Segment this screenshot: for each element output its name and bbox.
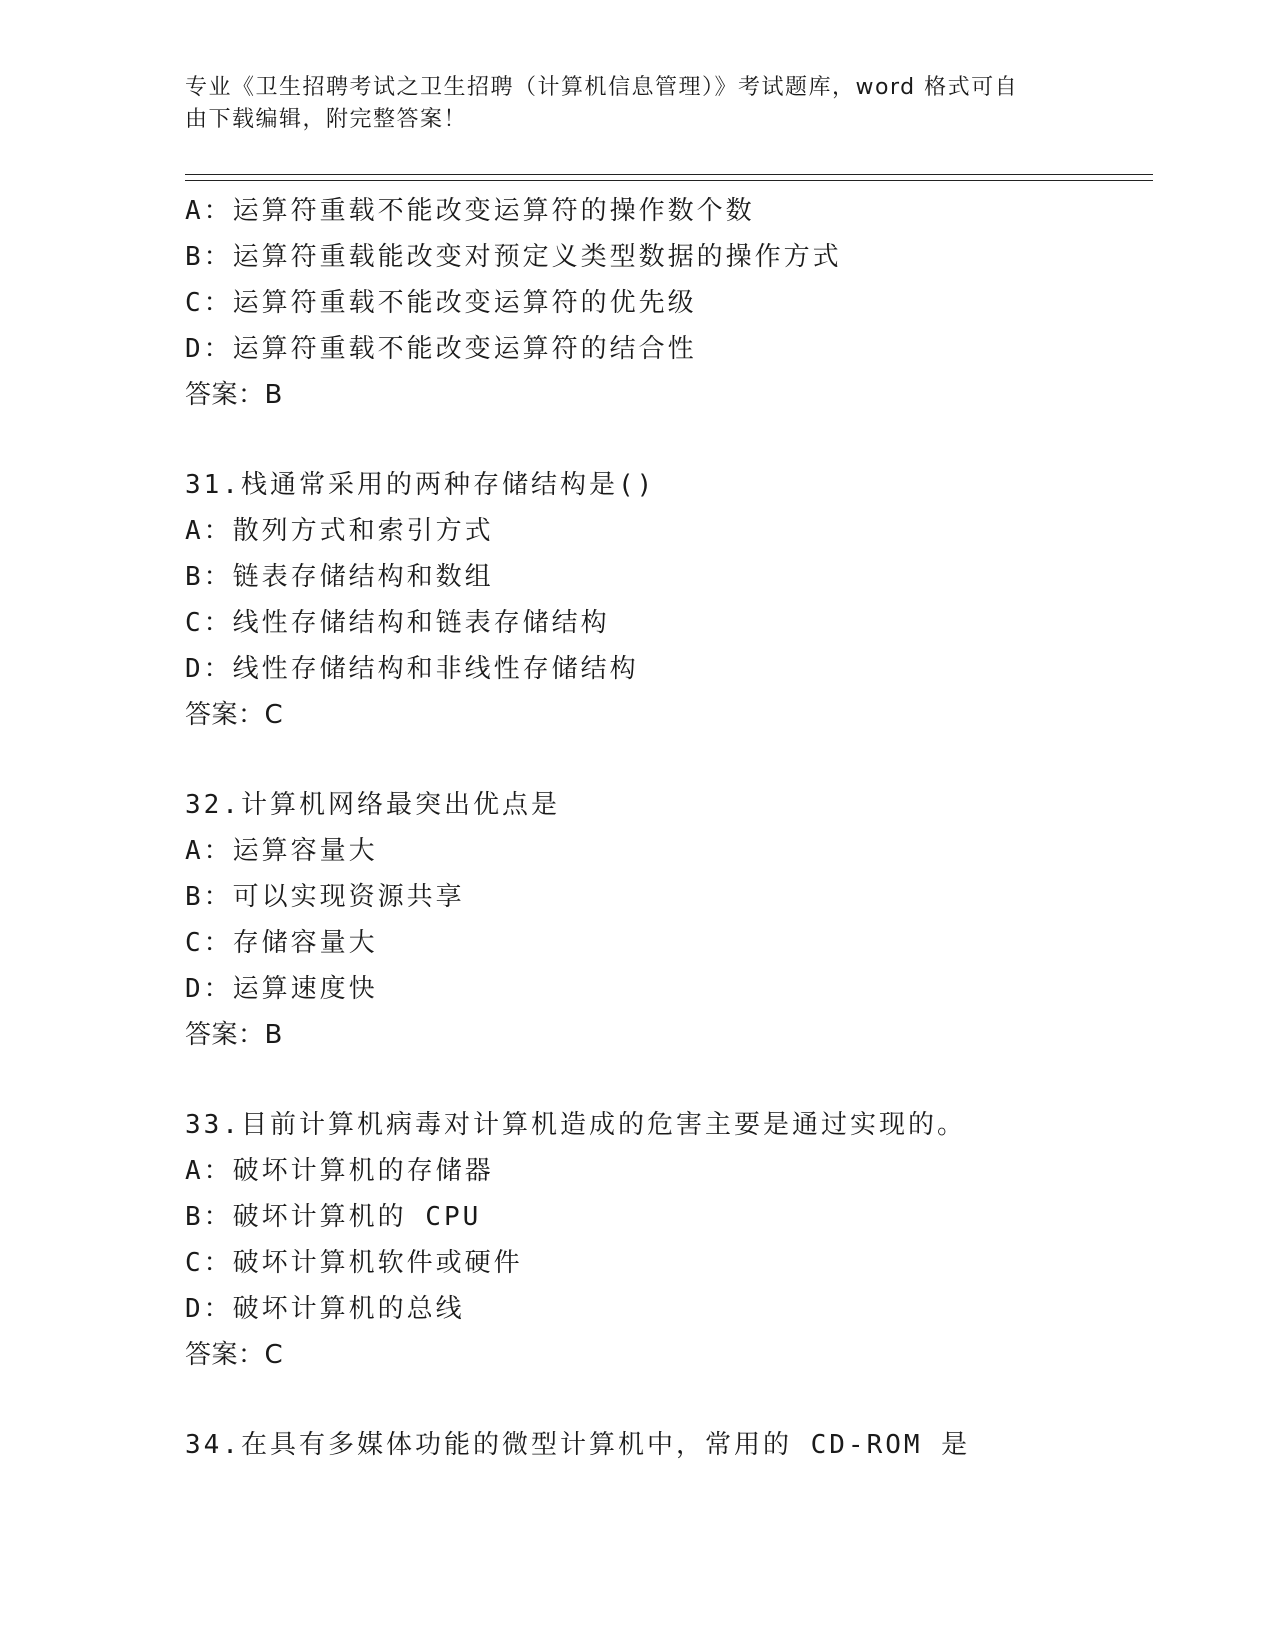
option-d: D：线性存储结构和非线性存储结构 — [185, 654, 639, 684]
block-spacer — [185, 738, 1145, 782]
block-spacer — [185, 1378, 1145, 1422]
option-b: B：破坏计算机的 CPU — [185, 1202, 482, 1232]
question-text: 34.在具有多媒体功能的微型计算机中，常用的 CD-ROM 是 — [185, 1430, 971, 1460]
option-a: A：运算容量大 — [185, 836, 378, 866]
question-block — [185, 1102, 1145, 1378]
block-spacer — [185, 418, 1145, 462]
option-a: A：散列方式和索引方式 — [185, 516, 494, 546]
header-line-1: 专业《卫生招聘考试之卫生招聘（计算机信息管理）》考试题库，word 格式可自 — [185, 75, 1019, 100]
option-b: B：可以实现资源共享 — [185, 882, 465, 912]
answer-line: 答案：B — [185, 1020, 283, 1050]
answer-line: 答案：C — [185, 700, 284, 730]
option-c: C：存储容量大 — [185, 928, 378, 958]
question-block — [185, 1422, 1145, 1468]
question-block — [185, 782, 1145, 1058]
option-c: C：线性存储结构和链表存储结构 — [185, 608, 610, 638]
option-b: B：运算符重载能改变对预定义类型数据的操作方式 — [185, 242, 842, 272]
question-block — [185, 462, 1145, 738]
document-header — [185, 72, 1065, 136]
question-text: 31.栈通常采用的两种存储结构是() — [185, 470, 656, 500]
option-a: A：运算符重载不能改变运算符的操作数个数 — [185, 196, 755, 226]
block-spacer — [185, 1058, 1145, 1102]
question-text: 32.计算机网络最突出优点是 — [185, 790, 560, 820]
question-block — [185, 188, 1145, 418]
option-d: D：破坏计算机的总线 — [185, 1294, 465, 1324]
option-a: A：破坏计算机的存储器 — [185, 1156, 494, 1186]
option-c: C：运算符重载不能改变运算符的优先级 — [185, 288, 697, 318]
question-list — [185, 188, 1145, 1468]
option-b: B：链表存储结构和数组 — [185, 562, 494, 592]
header-divider-bottom — [185, 180, 1153, 181]
answer-line: 答案：C — [185, 1340, 284, 1370]
option-c: C：破坏计算机软件或硬件 — [185, 1248, 523, 1278]
question-text: 33.目前计算机病毒对计算机造成的危害主要是通过实现的。 — [185, 1110, 966, 1140]
answer-line: 答案：B — [185, 380, 283, 410]
header-divider-top — [185, 174, 1153, 175]
option-d: D：运算符重载不能改变运算符的结合性 — [185, 334, 697, 364]
header-line-2: 由下载编辑，附完整答案！ — [185, 107, 468, 132]
option-d: D：运算速度快 — [185, 974, 378, 1004]
